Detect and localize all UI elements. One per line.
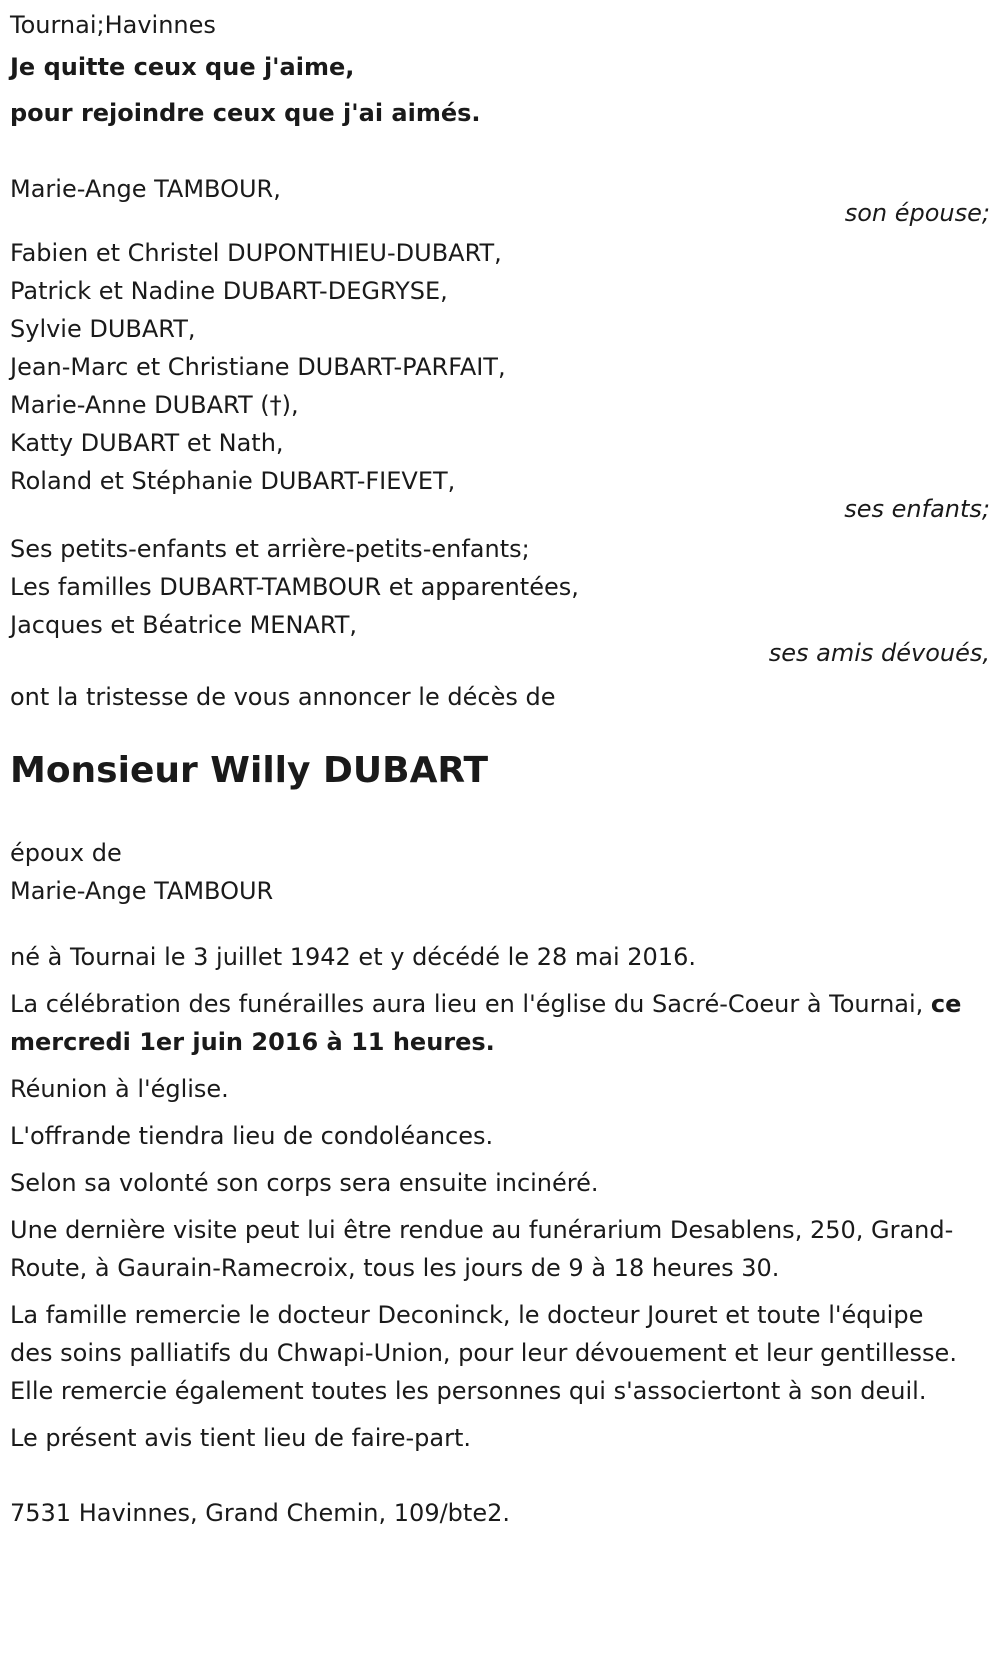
cremation-text: Selon sa volonté son corps sera ensuite incinéré. xyxy=(10,1169,599,1197)
list-item: Patrick et Nadine DUBART-DEGRYSE, xyxy=(10,277,448,305)
offering-text: L'offrande tiendra lieu de condoléances. xyxy=(10,1122,494,1150)
obituary-notice xyxy=(10,0,1000,1532)
list-item: Fabien et Christel DUPONTHIEU-DUBART, xyxy=(10,239,502,267)
list-item: Ses petits-enfants et arrière-petits-enfants; xyxy=(10,535,530,563)
spouse-of-label: époux de xyxy=(10,839,122,867)
place-heading: Tournai;Havinnes xyxy=(10,11,216,39)
thanks-text: La famille remercie le docteur Deconinck, le docteur Jouret et toute l'équipe des soins palliatifs du Chwapi-Union, pour leur dévouement et leur gentillesse. Elle remercie également toutes les personnes qui s'associertont à son deuil. xyxy=(10,1301,957,1405)
list-item: Les familles DUBART-TAMBOUR et apparentées, xyxy=(10,573,579,601)
birth-death-text: né à Tournai le 3 juillet 1942 et y décédé le 28 mai 2016. xyxy=(10,943,696,971)
spouse-of-name: Marie-Ange TAMBOUR xyxy=(10,877,274,905)
friends-role: ses amis dévoués, xyxy=(768,639,990,667)
list-item: Jean-Marc et Christiane DUBART-PARFAIT, xyxy=(10,353,506,381)
list-item: Katty DUBART et Nath, xyxy=(10,429,284,457)
deceased-name: Monsieur Willy DUBART xyxy=(10,750,489,791)
verse-line-1: Je quitte ceux que j'aime, xyxy=(10,53,355,81)
spouse-name: Marie-Ange TAMBOUR, xyxy=(10,175,281,203)
celebration-date: ce mercredi 1er juin 2016 à 11 heures. xyxy=(10,990,962,1056)
celebration-text xyxy=(10,985,970,1061)
list-item: Sylvie DUBART, xyxy=(10,315,196,343)
celebration-prefix: La célébration des funérailles aura lieu en l'église du Sacré-Coeur à Tournai, xyxy=(10,990,931,1018)
list-item: Jacques et Béatrice MENART, xyxy=(10,611,358,639)
list-item: Roland et Stéphanie DUBART-FIEVET, xyxy=(10,467,456,495)
address: 7531 Havinnes, Grand Chemin, 109/bte2. xyxy=(10,1499,510,1527)
list-item: Marie-Anne DUBART (†), xyxy=(10,391,299,419)
notice-text: Le présent avis tient lieu de faire-part. xyxy=(10,1424,472,1452)
meeting-text: Réunion à l'église. xyxy=(10,1075,229,1103)
visit-text: Une dernière visite peut lui être rendue au funérarium Desablens, 250, Grand-Route, à Gaurain-Ramecroix, tous les jours de 9 à 18 heures 30. xyxy=(10,1216,954,1282)
children-list xyxy=(10,234,1000,500)
children-role: ses enfants; xyxy=(844,495,990,523)
others-list xyxy=(10,530,1000,644)
announcement-intro: ont la tristesse de vous annoncer le décès de xyxy=(10,683,556,711)
spouse-role: son épouse; xyxy=(844,199,990,227)
verse-line-2: pour rejoindre ceux que j'ai aimés. xyxy=(10,99,481,127)
